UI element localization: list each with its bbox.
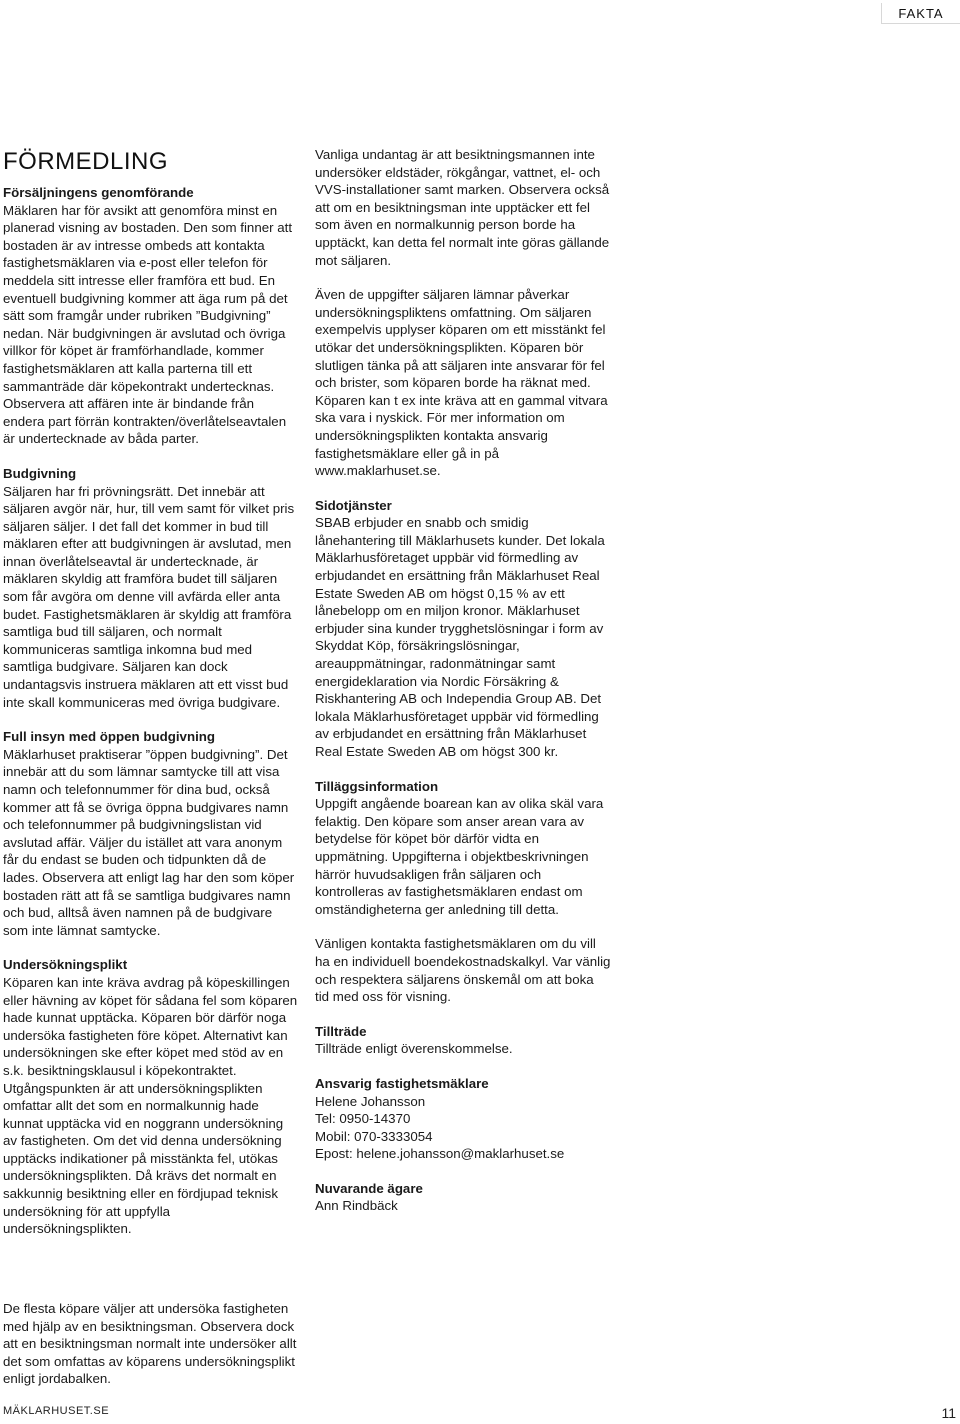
section-sidotjanster (315, 497, 611, 761)
section-tilltrade (315, 1023, 611, 1058)
left-bottom-paragraph (3, 1300, 299, 1405)
left-column (3, 148, 299, 1255)
section-oppen-budgivning (3, 728, 299, 939)
section-heading: Nuvarande ägare (315, 1180, 423, 1196)
section-heading: Försäljningens genomförande (3, 185, 194, 200)
section-heading: Budgivning (3, 465, 77, 481)
contact-phone: Tel: 0950-14370 (315, 1111, 411, 1127)
page-number: 11 (941, 1405, 956, 1421)
contact-name: Helene Johansson (315, 1093, 426, 1109)
section-body: Mäklarhuset praktiserar ”öppen budgivning”. Det innebär att du som lämnar samtycke till att visa namn och telefonnummer för dina bud, också kommer att få se övriga öppna budgivares namn och telefonnummer på budgivningslistan vid avslutad affär. Väljer du istället att vara anonym får du endast se buden och tidpunkten då de lades. Observera att enligt lag har den som köper bostaden rätt att få se samtliga budgivares namn och bud, alltså även namnen på de budgivare som inte lämnat samtycke. (3, 746, 295, 938)
right-column (315, 146, 611, 1232)
footer-brand: MÄKLARHUSET.SE (3, 1405, 110, 1417)
section-body: Tillträde enligt överenskommelse. (315, 1041, 513, 1057)
section-heading: Sidotjänster (315, 497, 392, 513)
paragraph: Vanliga undantag är att besiktningsmannen inte undersöker eldstäder, rökgångar, vattnet, el- och VVS-installationer samt marken. Observera också att om en besiktningsman inte upptäcker ett fel som även en normalkunnig person borde ha upptäckt, kan detta fel normalt inte göras gällande mot säljaren. (315, 147, 610, 268)
section-body: Säljaren har fri prövningsrätt. Det innebär att säljaren avgör när, hur, till vem samt för vilket pris säljaren säljer. I det fall det kommer in bud till mäklaren efter att budgivningen är avslutad, men innan överlåtelseavtal är undertecknade, är mäklaren skyldig att framföra budet till säljaren som får avgöra om denne vill avfärda eller anta budet. Fastighetsmäklaren är skyldig att framföra samtliga bud till säljaren, och normalt kommuniceras samtliga inkomna bud med samtliga budgivare. Säljaren kan dock undantagsvis instruera mäklaren att ett visst bud inte skall kommuniceras med övriga budgivare. (3, 483, 295, 710)
paragraph: Vänligen kontakta fastighetsmäklaren om du vill ha en individuell boendekostnadskalkyl. Var vänlig och respektera säljarens önskemål om att boka tid med oss för visning. (315, 936, 611, 1005)
page-title: FÖRMEDLING (3, 148, 169, 175)
paragraph: Även de uppgifter säljaren lämnar påverkar undersökningspliktens omfattning. Om säljaren exempelvis upplyser köparen om ett misstänkt fel utökar det undersökningsplikten. Köparen bör slutligen tänka på att säljaren inte ansvarar för fel och brister, som köparen borde ha räknat med. Köparen kan t ex inte kräva att en gammal vitvara ska vara i nyskick. För mer information om undersökningsplikten kontakta ansvarig fastighetsmäklare eller gå in på www.maklarhuset.se. (315, 287, 608, 479)
section-forsaljning (3, 184, 299, 448)
section-heading: Full insyn med öppen budgivning (3, 729, 216, 745)
section-heading: Tilläggsinformation (315, 778, 439, 794)
section-body: Uppgift angående boarean kan av olika skäl vara felaktig. Den köpare som anser arean vara av betydelse för köpet bör därför vidta en uppmätning. Uppgifterna i objektbeskrivningen härrör huvudsakligen från säljaren och kontrolleras av fastighetsmäklaren endast om omständigheterna ger anledning till detta. (315, 796, 604, 917)
section-nuvarande-agare (315, 1180, 611, 1215)
section-heading: Undersökningsplikt (3, 957, 128, 973)
section-body: Köparen kan inte kräva avdrag på köpeskillingen eller hävning av köpet för sådana fel som köparen hade kunnat upptäcka. Köparen bör därför noga undersöka fastigheten före köpet. Alternativt kan undersökningen ske efter köpet med stöd av en s.k. besiktningsklausul i köpekontraktet. Utgångspunkten är att undersökningsplikten omfattar allt det som en normalkunnig hade kunnat upptäcka vid en noggrann undersökning av fastigheten. Om det vid denna undersökning upptäcks indikationer på misstänkta fel, utökas undersökningsplikten. Då krävs det normalt en sakkunnig besiktning eller en fördjupad teknisk undersökning för att uppfylla undersökningsplikten. (3, 974, 298, 1237)
section-tillaggsinformation (315, 778, 611, 919)
section-body: Ann Rindbäck (315, 1198, 398, 1214)
section-ansvarig-maklare (315, 1075, 611, 1163)
section-tag: FAKTA (881, 3, 960, 24)
section-budgivning (3, 465, 299, 711)
section-body: Mäklaren har för avsikt att genomföra minst en planerad visning av bostaden. Den som finner att bostaden är av intresse ombeds att kontakta fastighetsmäklaren via e-post eller telefon för meddela sitt intresse eller framföra ett bud. En eventuell budgivning kommer att äga rum på det sätt som framgår under rubriken ”Budgivning” nedan. När budgivningen är avslutad och övriga villkor för köpet är framförhandlade, kommer fastighetsmäklaren att kalla parterna till ett sammanträde där köpekontrakt undertecknas. Observera att affären inte är bindande från endera part förrän kontrakten/överlåtelseavtalen är undertecknade av båda parter. (3, 202, 293, 447)
paragraph: De flesta köpare väljer att undersöka fastigheten med hjälp av en besiktningsman. Observera dock att en besiktningsman normalt inte undersöker allt det som omfattas av köparens undersökningsplikt enligt jordabalken. (3, 1301, 297, 1387)
section-heading: Tillträde (315, 1023, 367, 1039)
section-body: SBAB erbjuder en snabb och smidig lånehantering till Mäklarhusets kunder. Det lokala Mäklarhusföretaget uppbär vid förmedling av erbjudandet en ersättning från Mäklarhuset Real Estate Sweden AB om högst 0,15 % av ett lånebelopp om en miljon kronor. Mäklarhuset erbjuder sina kunder trygghetslösningar i form av Skyddat Köp, försäkringslösningar, areauppmätningar, radonmätningar samt energideklaration via Nordic Försäkring & Riskhantering AB och Independia Group AB. Det lokala Mäklarhusföretaget uppbär vid förmedling av erbjudandet en ersättning från Mäklarhuset Real Estate Sweden AB om högst 300 kr. (315, 515, 605, 759)
contact-mobile: Mobil: 070-3333054 (315, 1128, 433, 1144)
section-heading: Ansvarig fastighetsmäklare (315, 1075, 489, 1091)
section-undersokningsplikt (3, 956, 299, 1238)
contact-email: Epost: helene.johansson@maklarhuset.se (315, 1146, 565, 1162)
